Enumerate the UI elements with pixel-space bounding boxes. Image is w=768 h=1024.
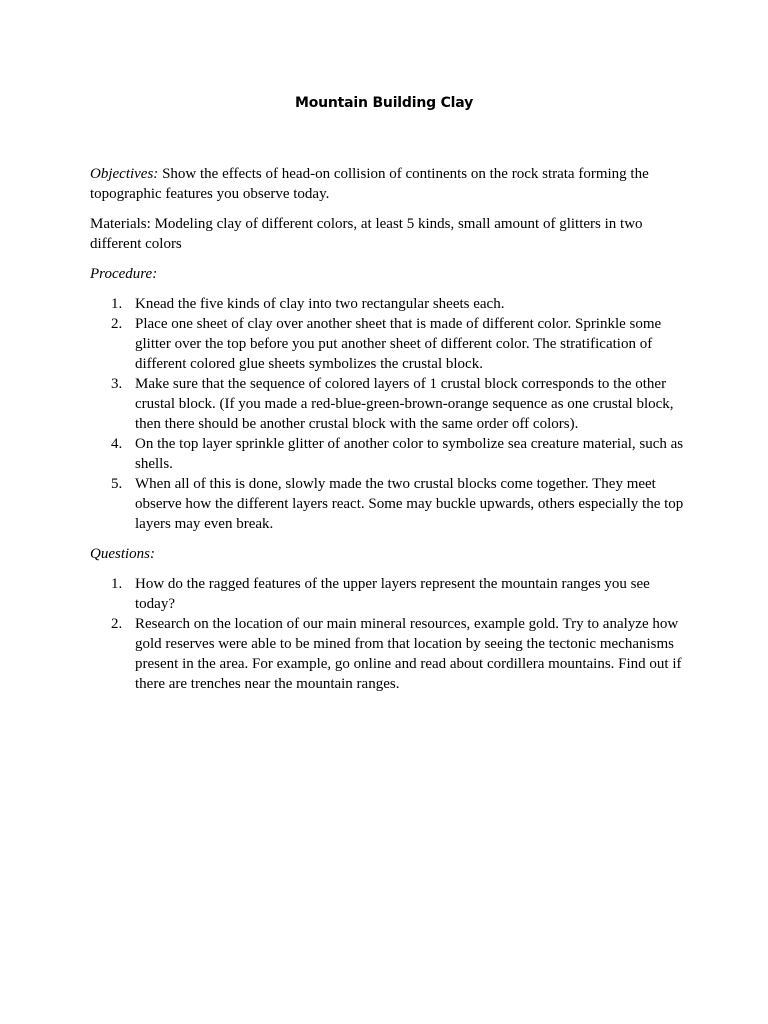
list-item-text: When all of this is done, slowly made the two crustal blocks come together. They meet observe how the different layers react. Some may buckle upwards, others especially the top layers may even break.	[135, 476, 684, 532]
list-item	[111, 374, 690, 434]
objectives-label: Objectives:	[90, 166, 159, 182]
list-item-text: Research on the location of our main mineral resources, example gold. Try to analyze how gold reserves were able to be mined from that location by seeing the tectonic mechanisms present in the area. For example, go online and read about cordillera mountains. Find out if there are trenches near the mountain ranges.	[135, 616, 682, 692]
list-item	[111, 614, 690, 694]
list-number: 2.	[111, 616, 123, 632]
list-number: 3.	[111, 376, 123, 392]
procedure-list	[90, 294, 690, 534]
list-number: 1.	[111, 576, 123, 592]
list-item-text: How do the ragged features of the upper layers represent the mountain ranges you see today?	[135, 576, 650, 612]
list-number: 1.	[111, 296, 123, 312]
document-body	[90, 164, 690, 704]
list-number: 5.	[111, 476, 123, 492]
list-number: 2.	[111, 316, 123, 332]
questions-list	[90, 574, 690, 694]
list-item	[111, 314, 690, 374]
list-number: 4.	[111, 436, 123, 452]
list-item	[111, 474, 690, 534]
list-item-text: Make sure that the sequence of colored layers of 1 crustal block corresponds to the other crustal block. (If you made a red-blue-green-brown-orange sequence as one crustal block, then there should be another crustal block with the same order off colors).	[135, 376, 674, 432]
list-item	[111, 294, 690, 314]
list-item	[111, 574, 690, 614]
list-item-text: Knead the five kinds of clay into two rectangular sheets each.	[135, 296, 505, 312]
procedure-heading: Procedure:	[90, 266, 158, 282]
list-item-text: Place one sheet of clay over another sheet that is made of different color. Sprinkle some glitter over the top before you put another sheet of different color. The stratification of different colored glue sheets symbolizes the crustal block.	[135, 316, 662, 372]
page-title: Mountain Building Clay	[295, 95, 473, 111]
list-item-text: On the top layer sprinkle glitter of another color to symbolize sea creature material, such as shells.	[135, 436, 684, 472]
list-item	[111, 434, 690, 474]
materials-paragraph: Materials: Modeling clay of different colors, at least 5 kinds, small amount of glitters in two different colors	[90, 216, 643, 252]
objectives-text: Show the effects of head-on collision of continents on the rock strata forming the topographic features you observe today.	[90, 166, 649, 202]
objectives-paragraph	[90, 164, 690, 204]
questions-heading: Questions:	[90, 546, 155, 562]
